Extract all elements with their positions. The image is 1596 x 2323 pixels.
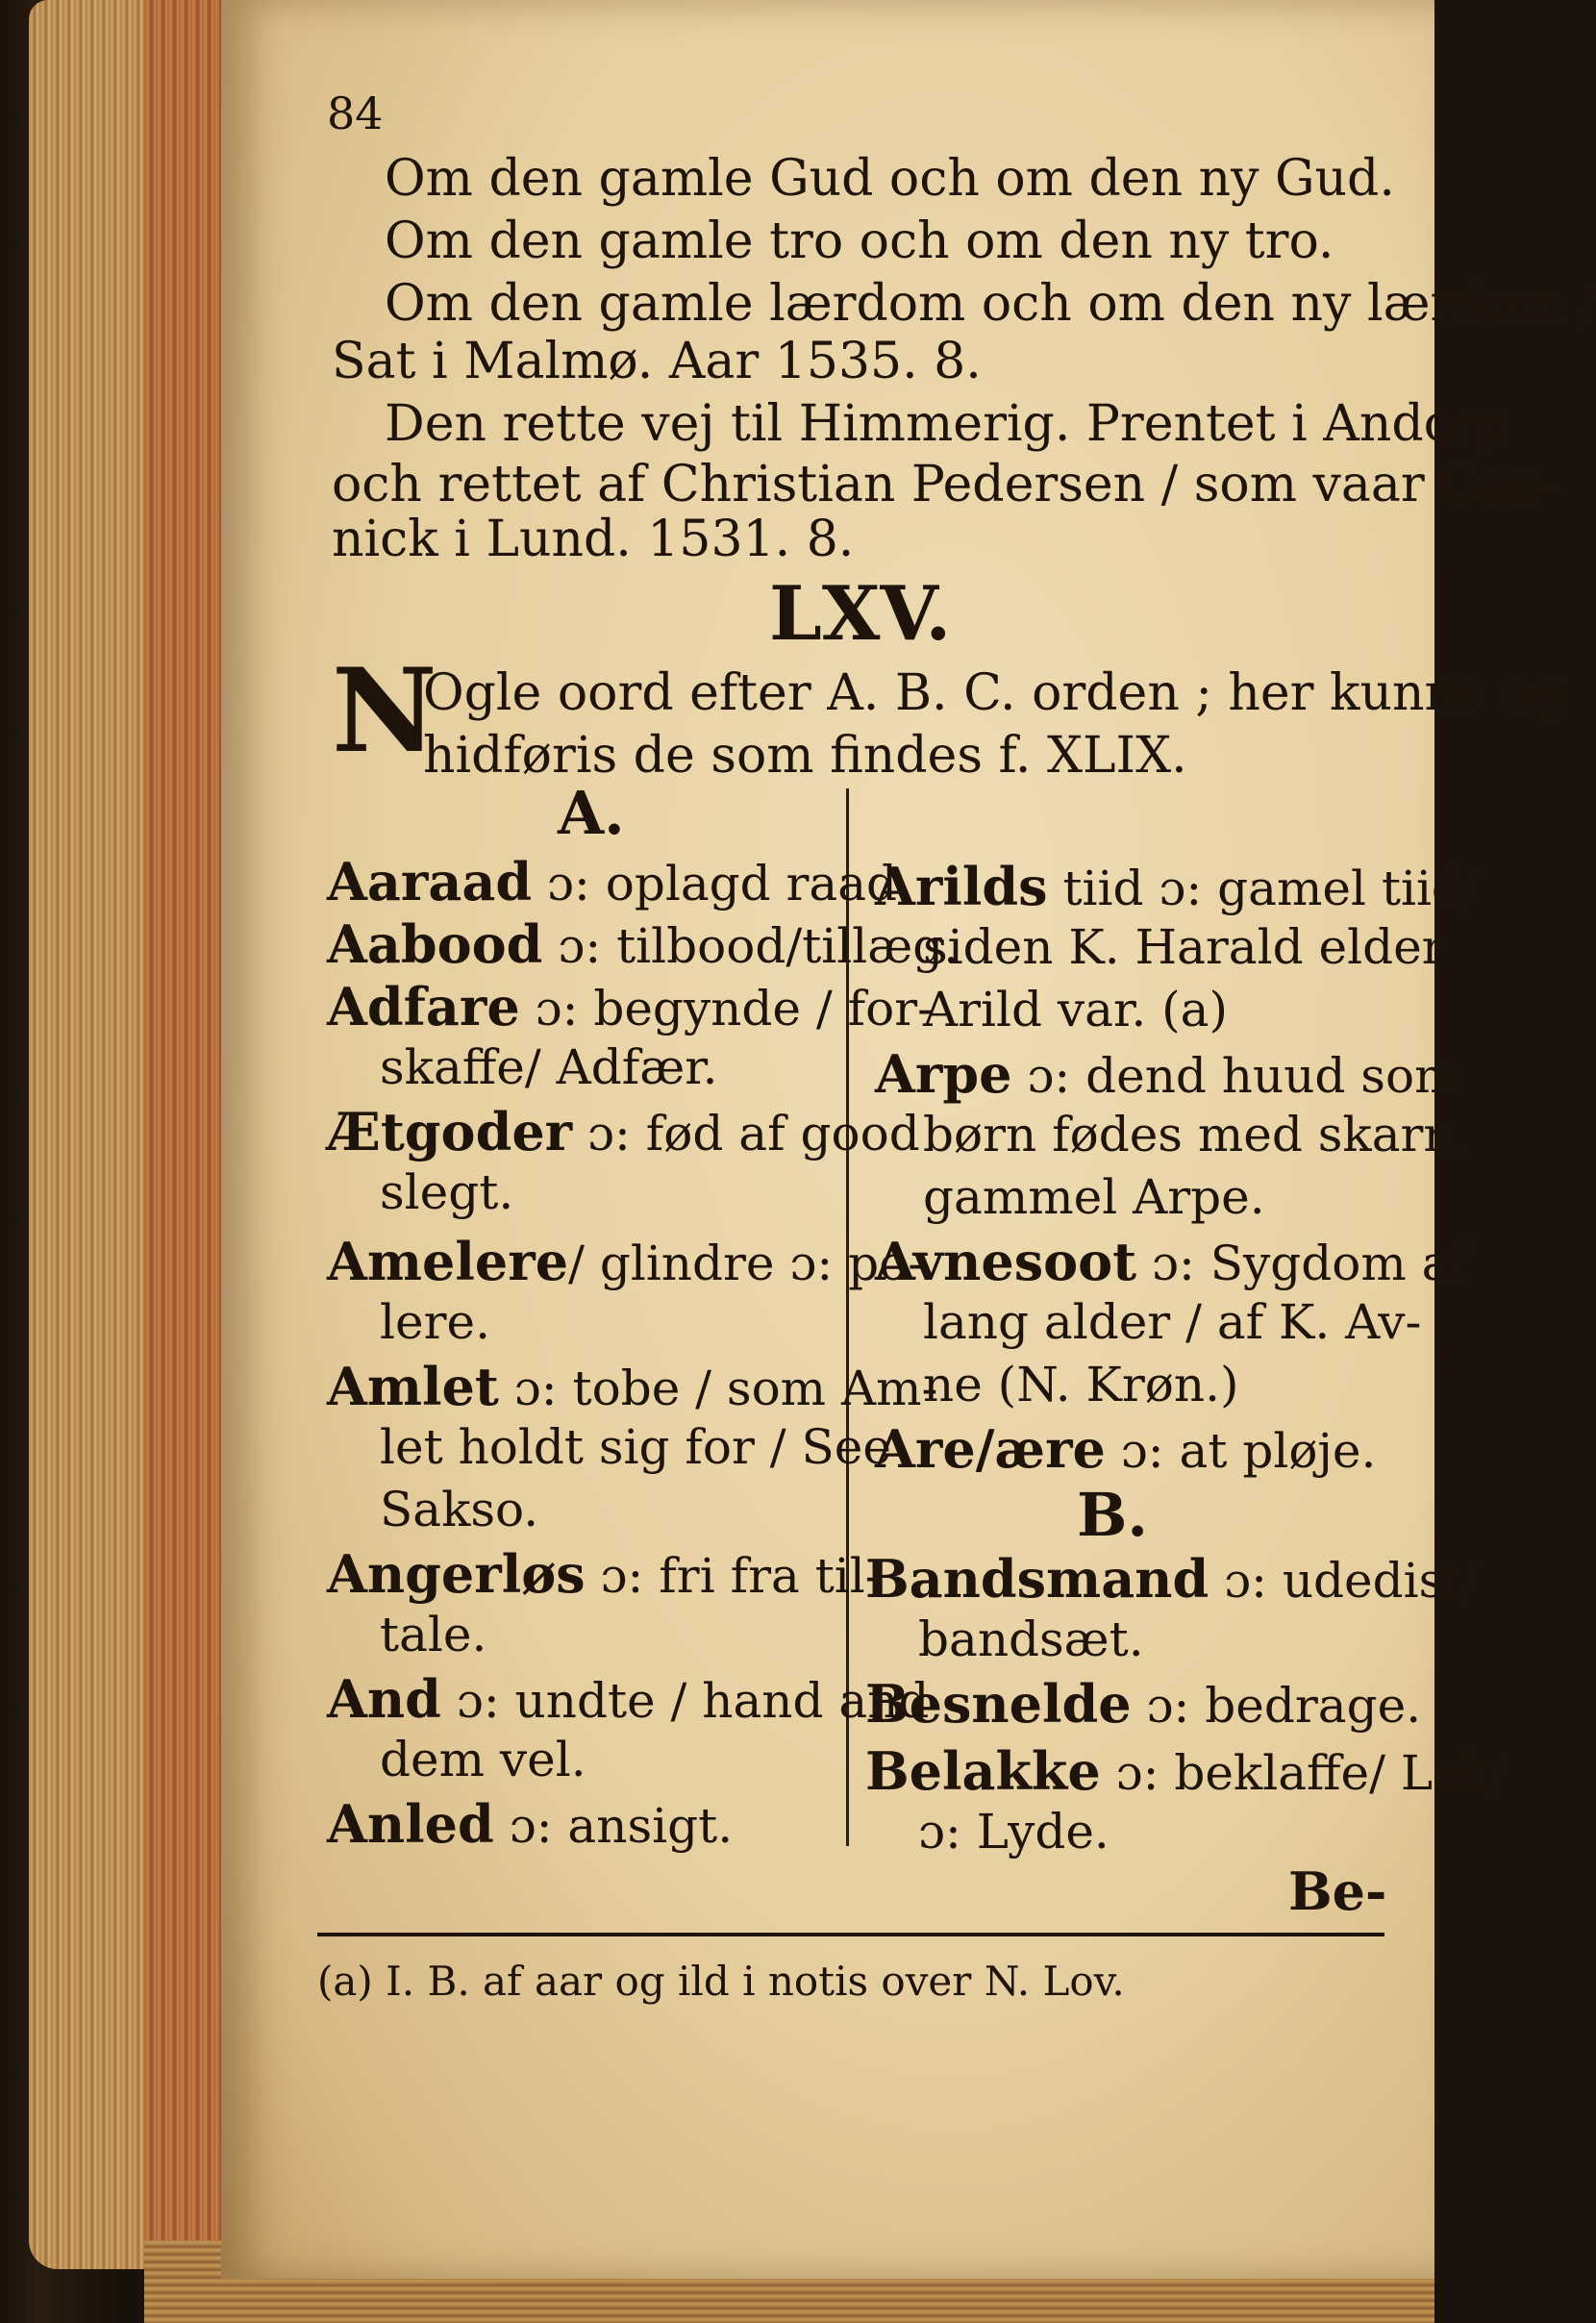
entry-line: let holdt sig for / See: [380, 1419, 891, 1475]
headword: And: [327, 1668, 441, 1730]
entry-line: Arpe ɔ: dend huud som: [875, 1043, 1460, 1105]
catchword: Be-: [1288, 1861, 1387, 1922]
entry-line: Anled ɔ: ansigt.: [327, 1793, 734, 1855]
headword: Aabood: [327, 913, 543, 975]
entry-line: Ætgoder ɔ: fød af good: [327, 1101, 920, 1162]
entry-line: Avnesoot ɔ: Sygdom af: [875, 1231, 1468, 1292]
entry-line: Angerløs ɔ: fri fra til-: [327, 1543, 882, 1605]
intro-line: och rettet af Christian Pedersen / som vaar Can-: [332, 456, 1559, 513]
entry-line: slegt.: [380, 1164, 514, 1220]
headword: Amlet: [327, 1356, 499, 1417]
footnote-rule: [317, 1933, 1384, 1936]
headword: Ætgoder: [327, 1101, 573, 1162]
section-intro-line: Ogle oord efter A. B. C. orden ; her kunne og: [423, 664, 1564, 722]
headword: Amelere: [327, 1231, 569, 1292]
headword: Avnesoot: [875, 1231, 1137, 1292]
intro-line: Om den gamle Gud och om den ny Gud.: [385, 150, 1395, 208]
entry-line: skaffe/ Adfær.: [380, 1039, 718, 1095]
entry-line: dem vel.: [380, 1732, 586, 1787]
entry-line: Are/ære ɔ: at pløje.: [875, 1418, 1377, 1480]
entry-line: gammel Arpe.: [923, 1169, 1265, 1225]
entry-line: Arilds tiid ɔ: gamel tiid/: [875, 856, 1479, 917]
section-title: LXV.: [769, 570, 952, 658]
entry-line: siden K. Harald elder: [923, 919, 1445, 975]
headword: Angerløs: [327, 1543, 586, 1605]
entry-line: Arild var. (a): [923, 982, 1228, 1037]
entry-line: ne (N. Krøn.): [923, 1357, 1239, 1412]
entry-line: Amlet ɔ: tobe / som Am-: [327, 1356, 938, 1417]
headword: Bandsmand: [865, 1548, 1209, 1610]
intro-line: nick i Lund. 1531. 8.: [332, 511, 855, 568]
entry-line: tale.: [380, 1607, 487, 1662]
entry-line: børn fødes med skarn.: [923, 1107, 1470, 1162]
entry-line: ɔ: Lyde.: [918, 1804, 1110, 1860]
intro-line: Om den gamle tro och om den ny tro.: [385, 212, 1334, 270]
letter-heading-b: B.: [1077, 1480, 1148, 1550]
entry-line: bandsæt.: [918, 1611, 1144, 1667]
entry-line: Adfare ɔ: begynde / for-: [327, 976, 935, 1037]
entry-line: Aabood ɔ: tilbood/tillæg.: [327, 913, 960, 975]
footnote: (a) I. B. af aar og ild i notis over N. Lov.: [317, 1958, 1125, 2005]
headword: Arpe: [875, 1043, 1012, 1105]
headword: Anled: [327, 1793, 494, 1855]
drop-cap: N: [332, 643, 437, 779]
entry-line: Sakso.: [380, 1482, 539, 1537]
entry-line: Bandsmand ɔ: udedist/: [865, 1548, 1480, 1610]
page-edges-red: [144, 0, 231, 2250]
headword: Arilds: [875, 856, 1048, 917]
entry-line: Aaraad ɔ: oplagd raad.: [327, 851, 912, 912]
headword: Are/ære: [875, 1418, 1106, 1480]
letter-heading-a: A.: [558, 778, 625, 848]
intro-line: Om den gamle lærdom och om den ny lærdom /: [385, 275, 1596, 333]
headword: Belakke: [865, 1740, 1101, 1802]
page-number: 84: [327, 87, 384, 139]
entry-line: And ɔ: undte / hand and: [327, 1668, 930, 1730]
headword: Adfare: [327, 976, 520, 1037]
entry-line: lang alder / af K. Av-: [923, 1294, 1422, 1350]
entry-line: lere.: [380, 1294, 490, 1350]
entry-line: Besnelde ɔ: bedrage.: [865, 1673, 1422, 1735]
intro-line: Sat i Malmø. Aar 1535. 8.: [332, 333, 982, 390]
headword: Besnelde: [865, 1673, 1132, 1735]
section-intro-line: hidføris de som findes f. XLIX.: [423, 727, 1187, 785]
entry-line: Belakke ɔ: beklaffe/ Lak/: [865, 1740, 1508, 1802]
headword: Aaraad: [327, 851, 533, 912]
entry-line: Amelere/ glindre ɔ: po-: [327, 1231, 925, 1292]
intro-line: Den rette vej til Himmerig. Prentet i Andorp: [385, 395, 1510, 453]
